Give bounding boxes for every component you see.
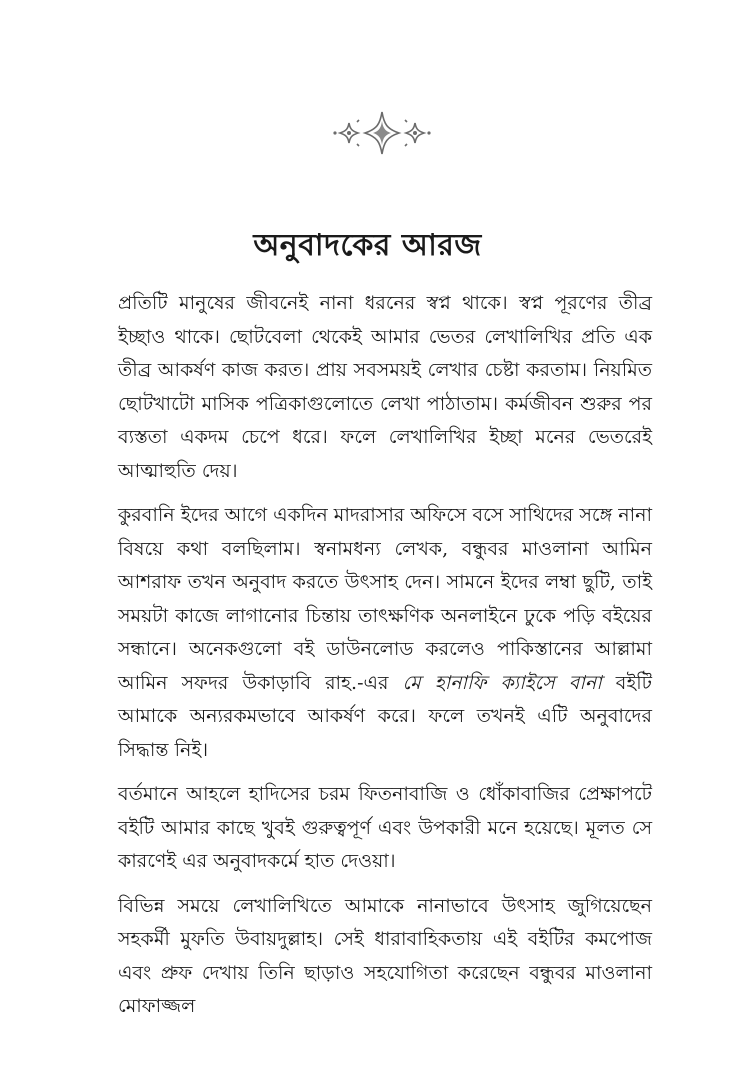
book-title-italic: মে হানাফি ক্যাইসে বানা [402,671,602,694]
paragraph-2-text-before: কুরবানি ইদের আগে একদিন মাদরাসার অফিসে বসে সাথিদের সঙ্গে নানা বিষয়ে কথা বলছিলাম। স্বনামধন্য লেখক, বন্ধুবর মাওলানা আমিন আশরাফ তখন অনুবাদ করতে উৎসাহ দেন। সামনে ইদের লম্বা ছুটি, তাই সময়টা কাজে লাগানোর চিন্তায় তাৎক্ষণিক অনলাইনে ঢুকে পড়ি বইয়ের সন্ধানে। অনেকগুলো বই ডাউনলোড করলেও পাকিস্তানের আল্লামা আমিন সফদর উকাড়াবি রাহ.-এর [118,504,652,694]
paragraph-4: বিভিন্ন সময়ে লেখালিখিতে আমাকে নানাভাবে উৎসাহ জুগিয়েছেন সহকর্মী মুফতি উবায়দুল্লাহ। সেই ধারাবাহিকতায় এই বইটির কমপোজ এবং প্রুফ দেখায় তিনি ছাড়াও সহযোগিতা করেছেন বন্ধুবর মাওলানা মোফাজ্জল [118,894,652,1017]
paragraph-3: বর্তমানে আহলে হাদিসের চরম ফিতনাবাজি ও ধোঁকাবাজির প্রেক্ষাপটে বইটি আমার কাছে খুবই গুরুত্বপূর্ণ এবং উপকারী মনে হয়েছে। মূলত সে কারণেই এর অনুবাদকর্মে হাত দেওয়া। [118,783,652,872]
page-title: অনুবাদকের আরজ [253,228,482,263]
paragraph-1: প্রতিটি মানুষের জীবনেই নানা ধরনের স্বপ্ন থাকে। স্বপ্ন পূরণের তীব্র ইচ্ছাও থাকে। ছোটবেলা থেকেই আমার ভেতর লেখালিখির প্রতি এক তীব্র আকর্ষণ কাজ করত। প্রায় সবসময়ই লেখার চেষ্টা করতাম। নিয়মিত ছোটখাটো মাসিক পত্রিকাগুলোতে লেখা পাঠাতাম। কর্মজীবন শুরুর পর ব্যস্ততা একদম চেপে ধরে। ফলে লেখালিখির ইচ্ছা মনের ভেতরেই আত্মাহুতি দেয়। [118,292,652,482]
paragraph-2 [118,499,652,767]
diamond-star-ornament-icon [327,110,437,156]
body-text [118,287,652,1035]
paragraph-2-text-after: বইটি আমাকে অন্যরকমভাবে আকর্ষণ করে। ফলে তখনই এটি অনুবাদের সিদ্ধান্ত নিই। [118,671,653,761]
